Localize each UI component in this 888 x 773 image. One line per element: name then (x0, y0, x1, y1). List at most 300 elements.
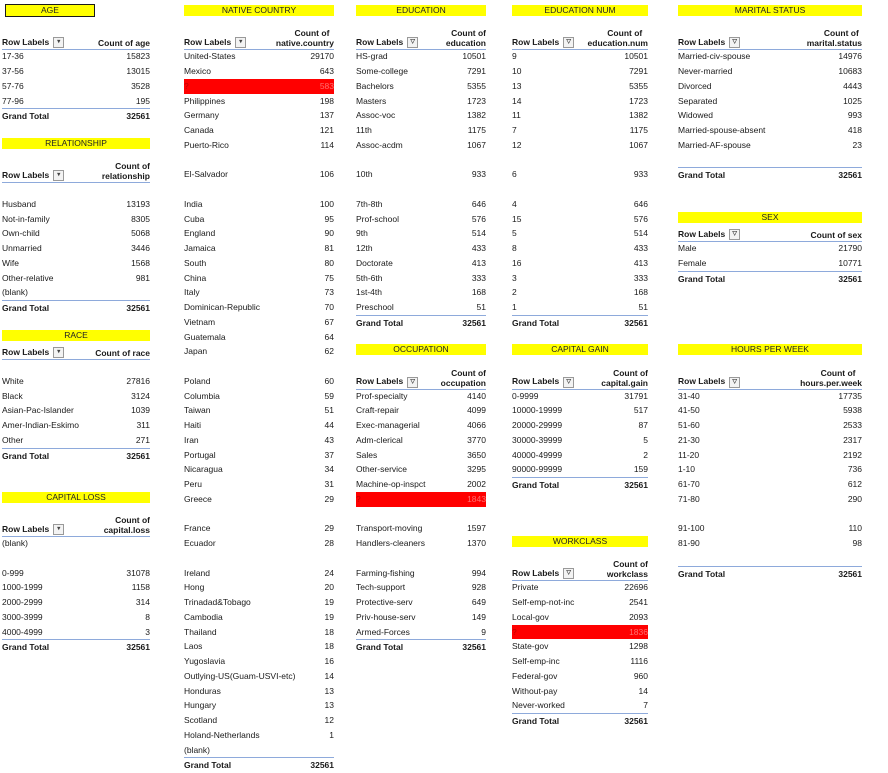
row-count: 21790 (838, 243, 862, 253)
row-labels-filter[interactable] (512, 568, 576, 580)
row-label: Peru (184, 479, 202, 489)
table-row[interactable] (2, 285, 150, 300)
table-row[interactable] (184, 566, 334, 581)
list-item (2, 536, 150, 551)
row-label: 11th (356, 125, 372, 135)
row-count: 1116 (630, 656, 648, 666)
table-row[interactable] (678, 418, 862, 433)
table-row[interactable] (184, 462, 334, 477)
table-row[interactable] (2, 610, 150, 625)
table-row[interactable] (356, 226, 486, 241)
table-row[interactable] (184, 669, 334, 684)
table-row[interactable] (184, 138, 334, 153)
table-row[interactable] (512, 49, 648, 64)
table-row[interactable] (184, 285, 334, 300)
table-row[interactable] (2, 49, 150, 64)
table-row[interactable] (356, 271, 486, 286)
row-count: 13 (324, 700, 334, 711)
table-row[interactable] (512, 226, 648, 241)
grand-total-label: Grand Total (678, 568, 726, 579)
row-labels-header: Row Labels (512, 37, 560, 47)
table-row[interactable] (678, 448, 862, 463)
row-count: 4099 (467, 405, 486, 416)
row-label: Some-college (356, 66, 408, 76)
filter-sorted-icon[interactable]: ▽ (563, 568, 574, 579)
pivot-title: EDUCATION NUM (512, 5, 648, 16)
row-count: 10771 (838, 257, 862, 268)
filter-dropdown-icon[interactable]: ▾ (53, 170, 64, 181)
row-count: 418 (847, 125, 862, 135)
row-count: 7291 (467, 66, 486, 76)
table-row[interactable] (512, 448, 648, 463)
row-count: 514 (471, 228, 486, 239)
row-label: India (184, 198, 203, 209)
grand-total-row (512, 315, 648, 331)
table-row[interactable] (2, 403, 150, 418)
table-row[interactable] (184, 403, 334, 418)
count-field-label: relationship (101, 171, 150, 181)
table-row[interactable] (512, 403, 648, 418)
row-count: 433 (471, 243, 486, 253)
table-row[interactable] (184, 300, 334, 315)
row-count: 1597 (467, 523, 486, 534)
row-label: 1st-4th (356, 287, 382, 298)
row-labels-filter[interactable] (184, 37, 248, 49)
row-label: 1-10 (678, 464, 696, 475)
count-of-label: Count of (115, 515, 150, 525)
row-count: 29170 (310, 51, 334, 62)
row-label: (blank) (2, 287, 28, 298)
row-count: 5938 (843, 405, 862, 416)
row-label: Japan (184, 346, 208, 357)
table-row[interactable] (678, 462, 862, 477)
table-row[interactable] (356, 418, 486, 433)
filter-dropdown-icon[interactable]: ▾ (235, 37, 246, 48)
row-count: 993 (847, 110, 862, 121)
table-row[interactable] (2, 625, 150, 640)
row-label: Tech-support (356, 582, 406, 593)
table-row[interactable] (356, 167, 486, 182)
table-row[interactable] (356, 212, 486, 227)
grand-total-label: Grand Total (512, 317, 560, 328)
table-row[interactable] (512, 639, 648, 654)
table-row[interactable] (184, 743, 334, 758)
row-count: 22696 (624, 582, 648, 593)
table-row[interactable] (2, 256, 150, 271)
row-labels-filter[interactable] (2, 347, 66, 359)
table-row[interactable] (184, 374, 334, 389)
table-row[interactable] (512, 654, 648, 669)
row-labels-filter[interactable] (678, 229, 742, 241)
row-label: Other-relative (2, 272, 54, 283)
table-row[interactable] (356, 580, 486, 595)
table-row[interactable] (512, 389, 648, 404)
table-row[interactable] (356, 521, 486, 536)
row-labels-filter[interactable] (512, 37, 576, 49)
grand-total-value: 32561 (462, 317, 486, 328)
row-label: Armed-Forces (356, 626, 410, 637)
table-row[interactable] (512, 433, 648, 448)
table-row[interactable] (512, 138, 648, 153)
table-row[interactable] (184, 536, 334, 551)
table-row[interactable] (356, 462, 486, 477)
row-label: 4000-4999 (2, 626, 43, 637)
table-row[interactable] (512, 256, 648, 271)
count-field-label: education (445, 38, 486, 49)
table-row[interactable] (512, 684, 648, 699)
table-row[interactable] (512, 698, 648, 713)
table-row[interactable] (184, 256, 334, 271)
row-labels-filter[interactable] (2, 524, 66, 536)
row-labels-filter[interactable] (356, 37, 420, 49)
grand-total-row (2, 639, 150, 655)
table-row[interactable] (512, 669, 648, 684)
count-header (807, 28, 862, 49)
row-count: 17735 (838, 390, 862, 401)
table-row[interactable] (678, 49, 862, 64)
table-row[interactable] (184, 684, 334, 699)
table-row[interactable] (184, 344, 334, 359)
table-row[interactable] (2, 241, 150, 256)
table-row[interactable] (184, 64, 334, 79)
row-label: Outlying-US(Guam-USVI-etc) (184, 670, 296, 681)
filter-dropdown-icon[interactable]: ▾ (53, 347, 64, 358)
table-row[interactable] (356, 595, 486, 610)
row-label: Married-spouse-absent (678, 125, 766, 135)
table-row[interactable] (184, 389, 334, 404)
table-row[interactable] (512, 123, 648, 138)
row-label: Jamaica (184, 243, 216, 253)
table-row[interactable] (512, 595, 648, 610)
table-row[interactable] (184, 610, 334, 625)
pivot-header (512, 559, 648, 582)
table-row[interactable] (184, 197, 334, 212)
row-label: Private (512, 582, 539, 593)
table-row[interactable] (184, 330, 334, 345)
row-label: 77-96 (2, 95, 24, 106)
grand-total-value: 32561 (462, 642, 486, 653)
table-row[interactable] (678, 389, 862, 404)
count-header (101, 515, 150, 536)
row-label: 10000-19999 (512, 405, 563, 416)
row-labels-filter[interactable] (678, 37, 742, 49)
row-label: El-Salvador (184, 169, 228, 180)
row-label: 37-56 (2, 66, 24, 76)
row-label: Cambodia (184, 611, 223, 622)
table-row[interactable] (2, 79, 150, 94)
row-label: 1 (512, 302, 517, 312)
pivot-title: RACE (2, 330, 150, 341)
table-row[interactable] (2, 418, 150, 433)
row-label: Haiti (184, 420, 202, 430)
pivot-title: MARITAL STATUS (678, 5, 862, 16)
table-row[interactable] (356, 625, 486, 640)
table-row[interactable] (678, 433, 862, 448)
row-count: 736 (847, 464, 862, 475)
table-row[interactable] (678, 521, 862, 536)
row-label: 5th-6th (356, 272, 383, 283)
table-row[interactable] (512, 64, 648, 79)
table-row[interactable] (184, 698, 334, 713)
table-row[interactable] (184, 639, 334, 654)
table-row[interactable] (512, 285, 648, 300)
table-row[interactable] (184, 271, 334, 286)
row-labels-filter[interactable] (2, 37, 66, 49)
table-row[interactable] (184, 580, 334, 595)
table-row[interactable] (678, 138, 862, 153)
table-row[interactable] (2, 64, 150, 79)
table-row[interactable] (356, 241, 486, 256)
count-field-label: education.num (587, 38, 648, 49)
table-row[interactable] (512, 418, 648, 433)
table-row[interactable] (184, 49, 334, 64)
table-row[interactable] (512, 94, 648, 109)
table-row[interactable] (356, 536, 486, 551)
table-row[interactable] (184, 108, 334, 123)
table-row[interactable] (512, 241, 648, 256)
row-labels-filter[interactable] (356, 376, 420, 388)
row-label: United-States (184, 51, 236, 62)
row-labels-header: Row Labels (512, 376, 560, 387)
table-row[interactable] (678, 477, 862, 492)
table-row[interactable] (2, 197, 150, 212)
filter-dropdown-icon[interactable]: ▾ (53, 524, 64, 535)
table-row[interactable] (2, 433, 150, 448)
pivot-header (678, 362, 862, 390)
row-label: 6 (512, 169, 517, 180)
table-row[interactable] (184, 625, 334, 640)
count-of-label: Count of (451, 367, 486, 378)
filter-sorted-icon[interactable]: ▽ (563, 37, 574, 48)
row-count: 1382 (467, 110, 486, 121)
table-row[interactable] (512, 610, 648, 625)
table-row[interactable] (512, 300, 648, 315)
row-label: Wife (2, 257, 19, 268)
row-count: 2533 (843, 420, 862, 430)
table-row[interactable] (184, 477, 334, 492)
row-count: 1723 (629, 95, 648, 106)
table-row[interactable] (678, 241, 862, 256)
row-label: 11-20 (678, 449, 700, 460)
grand-total-row (2, 300, 150, 316)
filter-sorted-icon[interactable]: ▽ (729, 37, 740, 48)
row-count: 1025 (843, 95, 862, 106)
table-row[interactable] (356, 433, 486, 448)
grand-total-row (678, 271, 862, 287)
row-label: Ecuador (184, 538, 216, 548)
row-labels-header: Row Labels (356, 376, 404, 387)
table-row[interactable] (678, 79, 862, 94)
row-count: 5355 (467, 80, 486, 91)
pivot-title: SEX (678, 212, 862, 223)
row-count: 1723 (467, 95, 486, 106)
table-row[interactable] (184, 226, 334, 241)
table-row[interactable] (356, 94, 486, 109)
row-count: 51 (638, 302, 648, 312)
table-row[interactable] (678, 403, 862, 418)
table-row[interactable] (678, 123, 862, 138)
table-row[interactable] (356, 285, 486, 300)
row-label: Prof-specialty (356, 390, 408, 401)
pivot-title: CAPITAL LOSS (2, 492, 150, 503)
count-field-label: marital.status (806, 38, 862, 49)
grand-total-row (2, 108, 150, 124)
table-row[interactable] (184, 123, 334, 138)
table-row[interactable] (184, 212, 334, 227)
pivot-header (356, 23, 486, 51)
table-row[interactable] (512, 197, 648, 212)
table-row[interactable] (2, 595, 150, 610)
row-count: 4066 (467, 420, 486, 430)
row-count: 576 (633, 213, 648, 224)
row-label: 91-100 (678, 523, 705, 534)
table-row[interactable] (356, 79, 486, 94)
row-count: 646 (471, 198, 486, 209)
table-row[interactable] (184, 167, 334, 182)
row-label: Protective-serv (356, 597, 413, 607)
count-field-label: hours.per.week (800, 377, 862, 388)
row-label: Ireland (184, 567, 210, 578)
row-label: Separated (678, 95, 718, 106)
table-row[interactable] (2, 374, 150, 389)
row-count: 1298 (629, 641, 648, 652)
table-row[interactable] (184, 713, 334, 728)
table-row[interactable] (356, 300, 486, 315)
table-row[interactable] (356, 566, 486, 581)
table-row[interactable] (184, 418, 334, 433)
row-count: 311 (136, 420, 150, 430)
table-row[interactable] (184, 79, 334, 94)
grand-total-row (678, 167, 862, 183)
grand-total-label: Grand Total (356, 317, 404, 328)
row-count: 517 (633, 405, 648, 416)
table-row[interactable] (184, 595, 334, 610)
row-label: 51-60 (678, 420, 700, 430)
table-row[interactable] (356, 108, 486, 123)
table-row[interactable] (356, 197, 486, 212)
table-row[interactable] (512, 462, 648, 477)
table-row[interactable] (512, 167, 648, 182)
row-labels-filter[interactable] (2, 170, 66, 182)
table-row[interactable] (678, 94, 862, 109)
row-label: Own-child (2, 228, 40, 239)
table-row[interactable] (184, 492, 334, 507)
row-count: 73 (324, 287, 334, 298)
row-labels-header: Row Labels (2, 169, 50, 180)
table-row[interactable] (678, 536, 862, 551)
row-count: 2541 (629, 597, 648, 607)
grand-total-row (356, 639, 486, 655)
filter-sorted-icon[interactable]: ▽ (407, 377, 418, 388)
table-row[interactable] (356, 448, 486, 463)
table-row[interactable] (356, 389, 486, 404)
table-row[interactable] (184, 448, 334, 463)
row-label: 0-999 (2, 567, 24, 578)
table-row[interactable] (2, 212, 150, 227)
table-row[interactable] (678, 64, 862, 79)
row-label: 15 (512, 213, 522, 224)
grand-total-label: Grand Total (2, 450, 50, 461)
table-row[interactable] (2, 566, 150, 581)
count-header (599, 368, 648, 389)
table-row[interactable] (512, 108, 648, 123)
table-row[interactable] (356, 123, 486, 138)
row-label: 16 (512, 257, 522, 268)
table-row[interactable] (678, 108, 862, 123)
table-row[interactable] (184, 94, 334, 109)
filter-sorted-icon[interactable]: ▽ (729, 377, 740, 388)
table-row[interactable] (512, 212, 648, 227)
table-row[interactable] (512, 271, 648, 286)
table-row[interactable] (356, 403, 486, 418)
row-count: 114 (320, 139, 334, 150)
row-label: Without-pay (512, 685, 558, 696)
row-count: 13015 (126, 66, 150, 76)
row-labels-filter[interactable] (512, 376, 576, 388)
table-row[interactable] (184, 433, 334, 448)
row-labels-filter[interactable] (678, 376, 742, 388)
table-row[interactable] (184, 728, 334, 743)
table-row[interactable] (2, 226, 150, 241)
row-label: Puerto-Rico (184, 139, 229, 150)
filter-dropdown-icon[interactable]: ▾ (53, 37, 64, 48)
count-header (101, 161, 150, 182)
row-labels-header: Row Labels (2, 37, 50, 47)
table-row[interactable] (2, 389, 150, 404)
table-row[interactable] (678, 492, 862, 507)
table-row[interactable] (184, 315, 334, 330)
row-labels-header: Row Labels (184, 37, 232, 47)
table-row[interactable] (184, 241, 334, 256)
table-row[interactable] (512, 79, 648, 94)
table-row[interactable] (356, 138, 486, 153)
table-row[interactable] (512, 580, 648, 595)
row-count: 4443 (843, 80, 862, 91)
row-count: 583 (319, 80, 334, 91)
row-label: Black (2, 390, 23, 401)
row-count: 110 (848, 523, 862, 534)
filter-sorted-icon[interactable]: ▽ (729, 229, 740, 240)
table-row[interactable] (184, 654, 334, 669)
row-label: ? (356, 493, 361, 504)
table-row[interactable] (2, 271, 150, 286)
row-label: Hong (184, 582, 205, 593)
table-row[interactable] (2, 580, 150, 595)
row-count: 31 (324, 479, 334, 489)
table-row[interactable] (678, 256, 862, 271)
table-row[interactable] (356, 49, 486, 64)
table-row[interactable] (356, 64, 486, 79)
row-label: Amer-Indian-Eskimo (2, 420, 79, 430)
row-count: 44 (324, 420, 334, 430)
grand-total-label: Grand Total (2, 303, 50, 313)
row-label: 41-50 (678, 405, 700, 416)
filter-sorted-icon[interactable]: ▽ (407, 37, 418, 48)
table-row[interactable] (356, 256, 486, 271)
grand-total-row (678, 566, 862, 582)
table-row[interactable] (356, 477, 486, 492)
count-field-label: capital.loss (103, 525, 150, 535)
table-row[interactable] (356, 492, 486, 507)
table-row[interactable] (356, 610, 486, 625)
row-label: 71-80 (678, 493, 700, 504)
table-row[interactable] (2, 94, 150, 109)
grand-total-value: 32561 (624, 317, 648, 328)
filter-sorted-icon[interactable]: ▽ (563, 377, 574, 388)
table-row[interactable] (184, 521, 334, 536)
row-count: 3 (145, 626, 150, 637)
table-row[interactable] (512, 625, 648, 640)
